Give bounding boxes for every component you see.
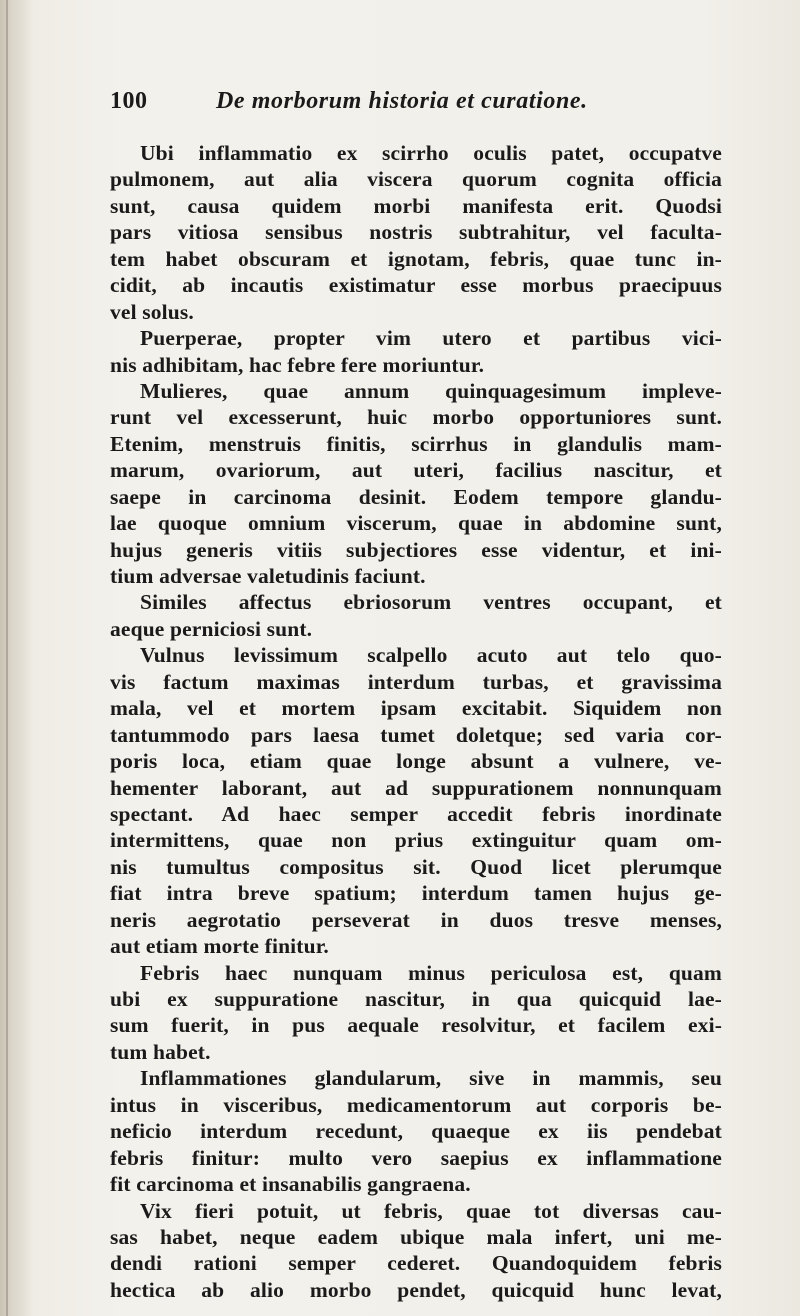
binding-line — [6, 0, 8, 1316]
text-line: spectant. Ad haec semper accedit febris inordinate — [110, 801, 722, 826]
text-line: febris finitur: multo vero saepius ex inflammatione — [110, 1145, 722, 1170]
running-title: De morborum historia et curatione. — [216, 88, 588, 114]
text-line: Etenim, menstruis finitis, scirrhus in glandulis mam- — [110, 431, 722, 456]
text-line: sum fuerit, in pus aequale resolvitur, et facilem exi- — [110, 1013, 722, 1038]
text-line: tem habet obscuram et ignotam, febris, quae tunc in- — [110, 246, 722, 271]
text-line: fiat intra breve spatium; interdum tamen hujus ge- — [110, 881, 722, 906]
text-line: pulmonem, aut alia viscera quorum cognita officia — [110, 167, 722, 192]
text-line: lae quoque omnium viscerum, quae in abdomine sunt, — [110, 511, 722, 536]
text-line: Puerperae, propter vim utero et partibus vici- — [140, 326, 722, 351]
text-line: neficio interdum recedunt, quaeque ex iis pendebat — [110, 1119, 722, 1144]
text-line: ubi ex suppuratione nascitur, in qua quicquid lae- — [110, 987, 722, 1011]
text-line: intus in visceribus, medicamentorum aut corporis be- — [110, 1092, 722, 1117]
text-line: cidit, ab incautis existimatur esse morbus praecipuus — [110, 273, 722, 298]
text-line: hementer laborant, aut ad suppurationem nonnunquam — [110, 775, 722, 800]
text-line: sunt, causa quidem morbi manifesta erit. Quodsi — [110, 193, 722, 218]
text-line: neris aegrotatio perseverat in duos tresve menses, — [110, 907, 722, 932]
text-line: Similes affectus ebriosorum ventres occupant, et — [140, 590, 722, 615]
text-line: poris loca, etiam quae longe absunt a vulnere, ve- — [110, 749, 722, 774]
text-line: fit carcinoma et insanabilis gangraena. — [110, 1172, 471, 1197]
text-line: mala, vel et mortem ipsam excitabit. Siquidem non — [110, 696, 722, 721]
text-line: dendi rationi semper cederet. Quandoquidem febris — [110, 1251, 722, 1276]
text-line: Febris haec nunquam minus periculosa est, quam — [140, 960, 722, 985]
text-line: Ubi inflammatio ex scirrho oculis patet, occupatve — [140, 141, 722, 165]
page-header — [110, 88, 750, 120]
text-line: pars vitiosa sensibus nostris subtrahitur, vel faculta- — [110, 220, 722, 245]
text-line: Inflammationes glandularum, sive in mammis, seu — [140, 1066, 722, 1091]
text-line: aeque perniciosi sunt. — [110, 616, 313, 641]
text-line: Mulieres, quae annum quinquagesimum impleve- — [140, 378, 722, 403]
text-line: runt vel excesserunt, huic morbo opportuniores sunt. — [110, 405, 722, 430]
text-line: tum habet. — [110, 1039, 211, 1064]
text-line: Vulnus levissimum scalpello acuto aut telo quo- — [140, 643, 722, 668]
text-line: vel solus. — [110, 299, 194, 324]
text-line: aut etiam morte finitur. — [110, 934, 329, 959]
text-line: Vix fieri potuit, ut febris, quae tot diversas cau- — [140, 1198, 722, 1223]
body-text — [110, 140, 722, 1303]
text-line: vis factum maximas interdum turbas, et gravissima — [110, 669, 722, 694]
text-line: sas habet, neque eadem ubique mala infert, uni me- — [110, 1224, 722, 1249]
text-line: nis tumultus compositus sit. Quod licet plerumque — [110, 854, 722, 879]
text-line: intermittens, quae non prius extinguitur quam om- — [110, 828, 722, 853]
page-number: 100 — [110, 88, 148, 114]
text-line: marum, ovariorum, aut uteri, facilius nascitur, et — [110, 458, 722, 483]
text-line: nis adhibitam, hac febre fere moriuntur. — [110, 352, 485, 377]
text-line: saepe in carcinoma desinit. Eodem tempore glandu- — [110, 484, 722, 509]
text-line: hectica ab alio morbo pendet, quicquid hunc levat, — [110, 1277, 722, 1302]
text-line: hujus generis vitiis subjectiores esse videntur, et ini- — [110, 537, 722, 562]
text-line: tium adversae valetudinis faciunt. — [110, 564, 426, 588]
text-line: tantummodo pars laesa tumet doletque; sed varia cor- — [110, 722, 722, 747]
